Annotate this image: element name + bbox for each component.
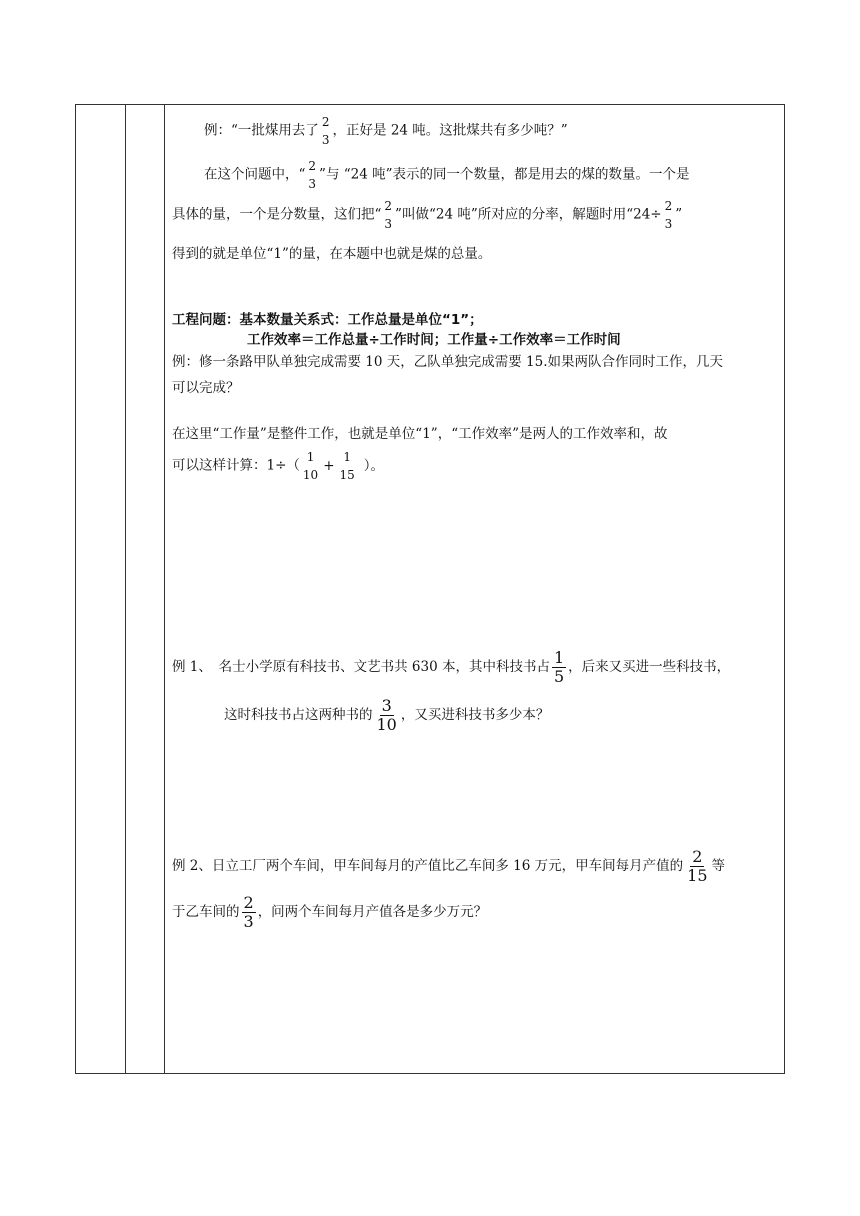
- text: ，正好是 24 吨。这批煤共有多少吨？”: [332, 122, 568, 139]
- work-heading-1: 工程问题：基本数量关系式：工作总量是单位“1”；: [172, 312, 483, 328]
- column-divider-2: [164, 104, 165, 1074]
- example1-line-1: [172, 650, 730, 685]
- denominator: 3: [308, 177, 317, 191]
- denominator: 3: [321, 133, 330, 147]
- fraction: [552, 650, 566, 685]
- text: 等: [711, 858, 725, 874]
- text: 于乙车间的: [172, 904, 240, 920]
- example2-line-2: [172, 895, 487, 930]
- text: 这时科技书占这两种书的: [224, 707, 373, 723]
- fraction: [307, 160, 317, 190]
- numerator: 1: [306, 450, 315, 464]
- work-example-line-1: 例：修一条路甲队单独完成需要 10 天，乙队单独完成需要 15.如果两队合作同时工作，几天: [172, 354, 724, 370]
- fraction: [302, 451, 319, 481]
- text: 例：“一批煤用去了: [204, 122, 319, 139]
- numerator: 2: [321, 115, 330, 129]
- fraction: [685, 849, 709, 884]
- denominator: 10: [376, 715, 397, 734]
- numerator: 1: [343, 450, 351, 464]
- work-explain-line-1: 在这里“工作量”是整件工作，也就是单位“1”，“工作效率”是两人的工作效率和，故: [172, 426, 668, 442]
- text: ，又买进科技书多少本？: [400, 707, 550, 723]
- fraction: [339, 451, 356, 481]
- fraction: [321, 116, 331, 146]
- intro-line-3: [172, 200, 682, 230]
- fraction: [375, 698, 399, 733]
- denominator: 3: [243, 912, 254, 931]
- text: ，后来又买进一些科技书，: [568, 659, 731, 675]
- example1-line-2: [224, 698, 549, 733]
- numerator: 2: [243, 893, 254, 912]
- plus-sign: +: [323, 457, 335, 474]
- text: 具体的量，一个是分数量，这们把“: [172, 206, 382, 223]
- denominator: 15: [339, 468, 355, 482]
- text: 在这个问题中，“: [204, 166, 306, 183]
- text: 可以这样计算：1÷（: [172, 457, 300, 474]
- numerator: 2: [664, 199, 673, 213]
- numerator: 1: [553, 648, 565, 667]
- denominator: 5: [553, 667, 565, 686]
- fraction: [664, 200, 674, 230]
- denominator: 15: [687, 866, 708, 885]
- text: ）。: [363, 457, 385, 474]
- numerator: 2: [692, 847, 703, 866]
- intro-line-2: [204, 160, 690, 190]
- text: ，问两个车间每月产值各是多少万元？: [257, 904, 488, 920]
- intro-line-1: [204, 116, 568, 146]
- text: ”与 “24 吨”表示的同一个数量，都是用去的煤的数量。一个是: [319, 166, 690, 183]
- example2-line-1: [172, 849, 725, 884]
- intro-line-4: 得到的就是单位“1”的量，在本题中也就是煤的总量。: [172, 246, 492, 262]
- text: ”: [675, 206, 683, 223]
- work-heading-2: 工作效率＝工作总量÷工作时间；工作量÷工作效率＝工作时间: [247, 332, 621, 348]
- denominator: 10: [302, 468, 319, 482]
- numerator: 3: [381, 696, 392, 715]
- text: ”叫做“24 吨”所对应的分率，解题时用“24÷: [395, 206, 662, 223]
- numerator: 2: [384, 199, 393, 213]
- work-explain-line-2: [172, 451, 384, 481]
- text: 例 1、 名士小学原有科技书、文艺书共 630 本，其中科技书占: [172, 659, 550, 675]
- numerator: 2: [308, 159, 317, 173]
- denominator: 3: [384, 217, 393, 231]
- denominator: 3: [664, 217, 673, 231]
- text: 例 2、日立工厂两个车间，甲车间每月的产值比乙车间多 16 万元，甲车间每月产值的: [172, 858, 684, 874]
- fraction: [242, 895, 256, 930]
- column-divider-1: [125, 104, 126, 1074]
- work-example-line-2: 可以完成？: [172, 380, 240, 396]
- fraction: [383, 200, 393, 230]
